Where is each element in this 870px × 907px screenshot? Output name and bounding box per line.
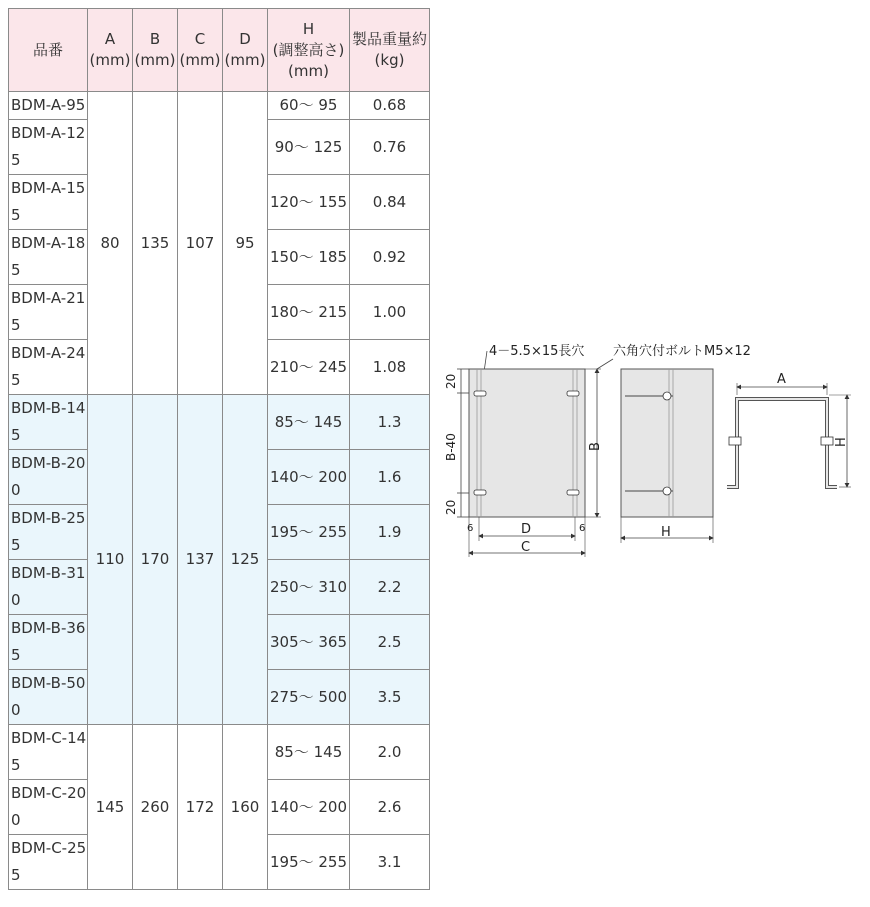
dim-c-value: 172 [178, 725, 223, 890]
dim-b: B [588, 442, 603, 451]
dim-20-bottom: 20 [444, 499, 458, 515]
dim-a-value: 110 [88, 395, 133, 725]
slot-hole-icon [567, 490, 579, 495]
dim-d-value: 160 [223, 725, 268, 890]
height-range: 195～ 255 [268, 835, 350, 890]
bolt-icon [729, 437, 741, 445]
weight-value: 0.92 [350, 230, 430, 285]
slot-hole-icon [474, 490, 486, 495]
dim-6-right: 6 [579, 523, 586, 534]
weight-value: 3.1 [350, 835, 430, 890]
part-number: BDM-A-125 [9, 120, 88, 175]
height-range: 275～ 500 [268, 670, 350, 725]
front-view [469, 369, 585, 517]
dim-a-value: 145 [88, 725, 133, 890]
dim-6-left: 6 [467, 523, 474, 534]
table-row [9, 92, 430, 120]
header-a: A (mm) [88, 9, 133, 92]
dim-d: D [521, 522, 532, 537]
dim-d-value: 95 [223, 92, 268, 395]
dim-b-value: 260 [133, 725, 178, 890]
part-number: BDM-C-200 [9, 780, 88, 835]
height-range: 195～ 255 [268, 505, 350, 560]
table-row [9, 395, 430, 450]
height-range: 150～ 185 [268, 230, 350, 285]
bracket-profile [727, 372, 851, 487]
dim-c-value: 137 [178, 395, 223, 725]
height-range: 140～ 200 [268, 450, 350, 505]
weight-value: 0.76 [350, 120, 430, 175]
part-number: BDM-A-155 [9, 175, 88, 230]
weight-value: 2.6 [350, 780, 430, 835]
weight-value: 1.00 [350, 285, 430, 340]
part-number: BDM-B-310 [9, 560, 88, 615]
part-number: BDM-B-145 [9, 395, 88, 450]
dim-h-side: H [834, 437, 849, 447]
weight-value: 0.68 [350, 92, 430, 120]
dim-c-value: 107 [178, 92, 223, 395]
dim-20-top: 20 [444, 373, 458, 389]
part-number: BDM-B-200 [9, 450, 88, 505]
header-part-no: 品番 [9, 9, 88, 92]
group-b [9, 395, 430, 725]
header-weight: 製品重量約 (kg) [350, 9, 430, 92]
dim-a: A [777, 372, 786, 387]
height-range: 85～ 145 [268, 725, 350, 780]
weight-value: 1.3 [350, 395, 430, 450]
front-left-dims [444, 369, 469, 517]
part-number: BDM-A-95 [9, 92, 88, 120]
group-a [9, 92, 430, 395]
dim-b-value: 135 [133, 92, 178, 395]
bolt-label: 六角穴付ボルトM5×12 [613, 344, 751, 359]
header-h: H (調整高さ) (mm) [268, 9, 350, 92]
dim-h-bottom: H [661, 525, 671, 540]
group-c [9, 725, 430, 890]
part-number: BDM-B-255 [9, 505, 88, 560]
weight-value: 1.6 [350, 450, 430, 505]
weight-value: 1.9 [350, 505, 430, 560]
bracket-drawing [437, 335, 861, 565]
height-range: 180～ 215 [268, 285, 350, 340]
slot-hole-icon [567, 391, 579, 396]
slot-hole-icon [474, 391, 486, 396]
height-range: 140～ 200 [268, 780, 350, 835]
weight-value: 3.5 [350, 670, 430, 725]
table-row [9, 725, 430, 780]
part-number: BDM-C-145 [9, 725, 88, 780]
part-number: BDM-A-245 [9, 340, 88, 395]
header-d: D (mm) [223, 9, 268, 92]
dim-a-value: 80 [88, 92, 133, 395]
height-range: 250～ 310 [268, 560, 350, 615]
header-b: B (mm) [133, 9, 178, 92]
part-number: BDM-B-365 [9, 615, 88, 670]
height-range: 305～ 365 [268, 615, 350, 670]
weight-value: 1.08 [350, 340, 430, 395]
height-range: 60～ 95 [268, 92, 350, 120]
dim-b-value: 170 [133, 395, 178, 725]
part-number: BDM-C-255 [9, 835, 88, 890]
weight-value: 0.84 [350, 175, 430, 230]
height-range: 90～ 125 [268, 120, 350, 175]
bolt-leader [597, 359, 613, 369]
hole-label: 4－5.5×15長穴 [489, 344, 585, 359]
dim-d-value: 125 [223, 395, 268, 725]
height-range: 210～ 245 [268, 340, 350, 395]
header-c: C (mm) [178, 9, 223, 92]
spec-table [8, 8, 430, 890]
weight-value: 2.0 [350, 725, 430, 780]
height-range: 85～ 145 [268, 395, 350, 450]
part-number: BDM-B-500 [9, 670, 88, 725]
part-number: BDM-A-185 [9, 230, 88, 285]
bolt-icon [821, 437, 833, 445]
front-right-dim [585, 369, 603, 517]
front-bottom-dims [467, 517, 585, 557]
weight-value: 2.5 [350, 615, 430, 670]
dim-c: C [521, 540, 531, 555]
part-number: BDM-A-215 [9, 285, 88, 340]
dim-b40: B-40 [444, 433, 458, 461]
side-view [621, 369, 713, 543]
header-row [9, 9, 430, 92]
weight-value: 2.2 [350, 560, 430, 615]
height-range: 120～ 155 [268, 175, 350, 230]
